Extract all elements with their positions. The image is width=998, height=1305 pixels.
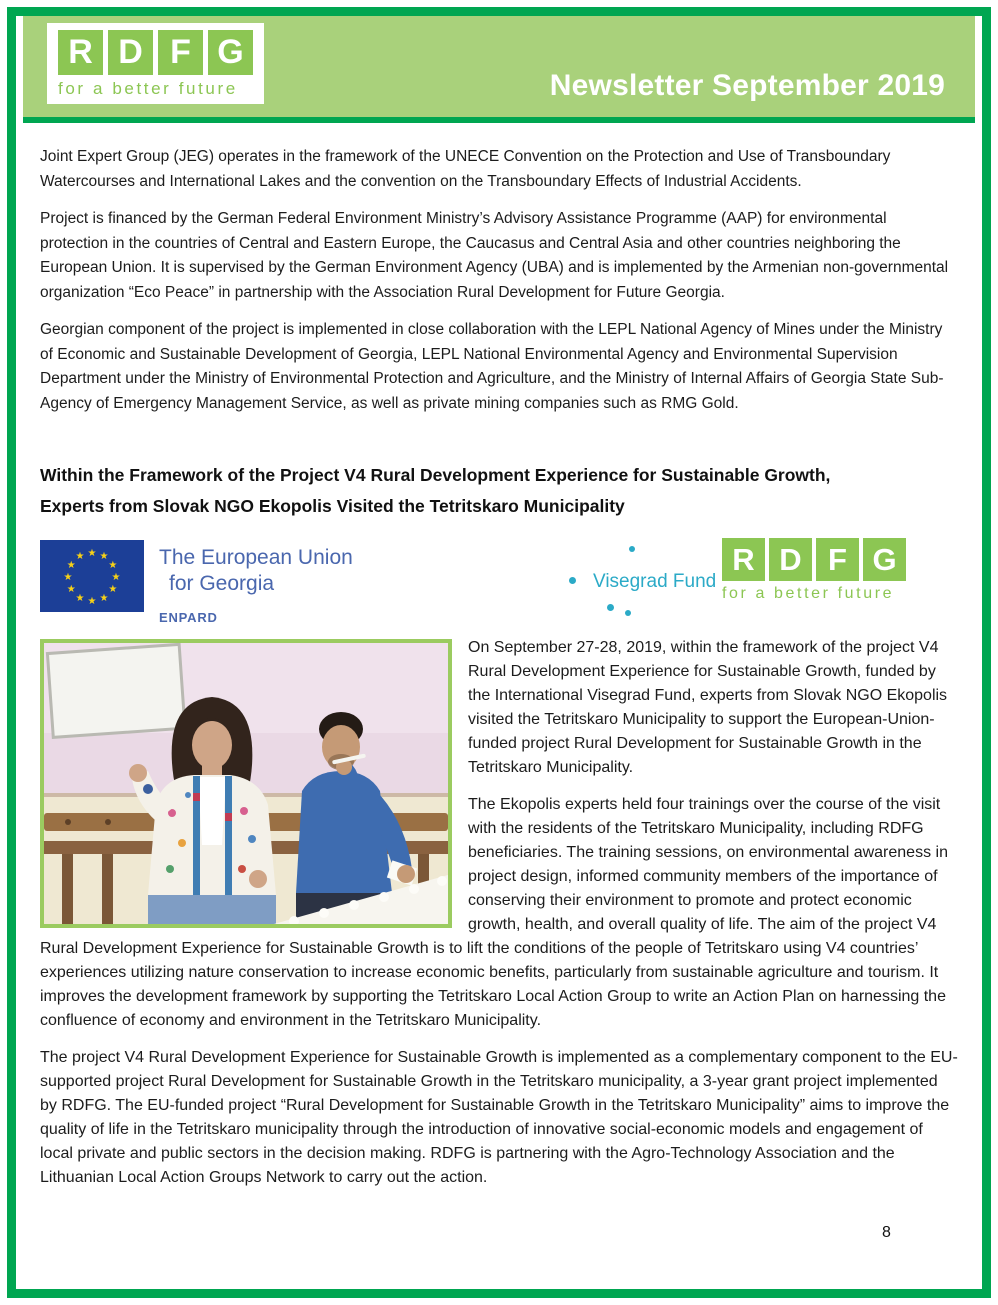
rdfg-logo-tagline: for a better future — [722, 585, 895, 602]
star-icon: ★ — [87, 548, 97, 559]
star-icon: ★ — [108, 560, 118, 571]
visegrad-dot-icon — [569, 577, 576, 584]
intro-paragraph: Project is financed by the German Federal Environment Ministry’s Advisory Assistance Programme (AAP) for environmental protection in the countries of Central and Eastern Europe, the Caucasus and Central Asia and other countries neighboring the European Union. It is supervised by the German Environment Agency (UBA) and is implemented by the Armenian non-governmental organization “Eco Peace” in partnership with the Association Rural Development for Future Georgia. — [40, 210, 949, 301]
star-icon: ★ — [87, 596, 97, 607]
rdfg-letter-tile: F — [158, 30, 203, 75]
rdfg-logo-tagline: for a better future — [58, 79, 238, 98]
header-banner — [23, 16, 975, 123]
article-paragraph: The Ekopolis experts held four trainings over the course of the visit with the residents of the Tetritskaro Municipality, including RDFG beneficiaries. The training sessions, on environmental awareness in project design, informed community members of the importance of conserving their environment to promote and protect economic growth, health, and overall quality of life. The aim of the project V4 Rural Development Experience for Sustainable Growth is to lift the conditions of the people of Tetritskaro using V4 countries’ experiences utilizing nature conservation to increase economic benefits, particularly from sustainable agriculture and tourism. It improves the development framework by supporting the Tetritskaro Local Action Group to write an Action Plan on harnessing the confluence of economy and environment in the Tetritskaro Municipality. — [40, 796, 948, 1029]
article-photo — [40, 639, 452, 928]
rdfg-logo-letters — [58, 30, 253, 75]
visegrad-dot-icon — [607, 604, 614, 611]
eu-logo-line1: The European Union — [159, 546, 353, 569]
rdfg-letter-tile: R — [722, 538, 765, 581]
article-paragraph: The project V4 Rural Development Experience for Sustainable Growth is implemented as a complementary component to the EU-supported project Rural Development for Sustainable Growth in the Tetritskaro municipality, a 3-year grant project implemented by RDFG. The EU-funded project “Rural Development for Sustainable Growth in the Tetritskaro Municipality” aims to improve the quality of life in the Tetritskaro municipality through the introduction of innovative social-economic models and engagement of local private and public sectors in the decision making. RDFG is partnering with the Agro-Technology Association and the Lithuanian Local Action Groups Network to carry out the action. — [40, 1049, 958, 1186]
star-icon: ★ — [111, 572, 121, 583]
rdfg-letter-tile: G — [863, 538, 906, 581]
rdfg-letter-tile: D — [108, 30, 153, 75]
visegrad-dot-icon — [629, 546, 635, 552]
star-icon: ★ — [99, 551, 109, 563]
rdfg-logo — [47, 23, 264, 104]
rdfg-logo-letters — [722, 538, 906, 581]
newsletter-title: Newsletter September 2019 — [549, 69, 945, 102]
star-icon: ★ — [75, 592, 85, 604]
rdfg-letter-tile: D — [769, 538, 812, 581]
article-heading: Within the Framework of the Project V4 Rural Development Experience for Sustainable Growth, Experts from Slovak NGO Ekopolis Visited the Tetritskaro Municipality — [40, 465, 831, 516]
star-icon: ★ — [75, 551, 85, 563]
partner-logos-row — [40, 536, 958, 628]
eu-logo-text — [159, 540, 353, 631]
article-body — [40, 636, 958, 1190]
star-icon: ★ — [66, 584, 76, 595]
eu-flag-icon — [40, 540, 144, 612]
rdfg-letter-tile: G — [208, 30, 253, 75]
visegrad-fund-logo — [567, 544, 737, 622]
projection-screen — [47, 644, 185, 737]
star-icon: ★ — [108, 584, 118, 595]
eu-logo-line2: for Georgia — [169, 572, 275, 595]
page-number: 8 — [882, 1224, 891, 1241]
rdfg-letter-tile: R — [58, 30, 103, 75]
intro-paragraph: Joint Expert Group (JEG) operates in the framework of the UNECE Convention on the Protection and Use of Transboundary Watercourses and International Lakes and the convention on the Transboundary Effects of Industrial Accidents. — [40, 148, 891, 190]
training-session-photo — [44, 643, 448, 924]
star-icon: ★ — [66, 560, 76, 571]
visegrad-dot-icon — [625, 610, 631, 616]
page-content — [40, 123, 958, 1190]
visegrad-label: Visegrad Fund — [593, 571, 717, 592]
rdfg-letter-tile: F — [816, 538, 859, 581]
eu-logo-enpard: ENPARD — [159, 610, 218, 625]
intro-paragraph: Georgian component of the project is implemented in close collaboration with the LEPL National Agency of Mines under the Ministry of Economic and Sustainable Development of Georgia, LEPL National Environmental Agency and Environmental Supervision Department under the Ministry of Environmental Protection and Agriculture, and the Ministry of Internal Affairs of Georgia State Sub-Agency of Emergency Management Service, as well as private mining companies such as RMG Gold. — [40, 321, 944, 412]
eu-enpard-logo — [40, 540, 353, 631]
star-icon: ★ — [63, 572, 73, 583]
star-icon: ★ — [99, 592, 109, 604]
article-paragraph: On September 27-28, 2019, within the framework of the project V4 Rural Development Experience for Sustainable Growth, funded by the International Visegrad Fund, experts from Slovak NGO Ekopolis visited the Tetritskaro Municipality to support the European-Union-funded project Rural Development for Sustainable Growth in the Tetritskaro Municipality. — [468, 639, 948, 776]
rdfg-logo-article — [722, 538, 906, 603]
